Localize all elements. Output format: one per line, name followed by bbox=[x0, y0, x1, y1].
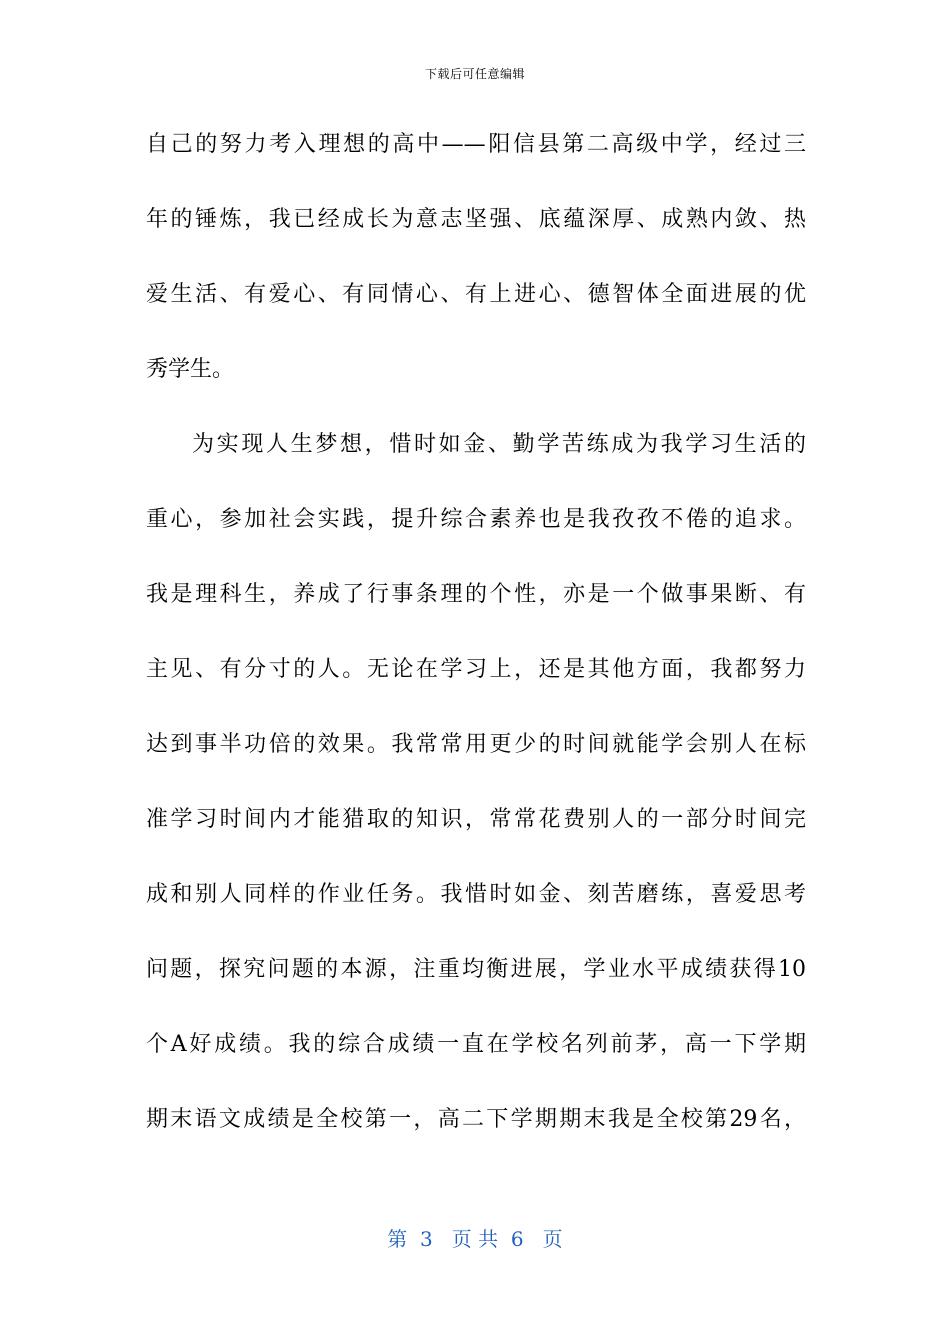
body-text-line: 爱生活、有爱心、有同情心、有上进心、德智体全面进展的优 bbox=[146, 282, 806, 307]
body-text-line: 达到事半功倍的效果。我常常用更少的时间就能学会别人在标 bbox=[146, 732, 806, 757]
paragraph-first-line: 为实现人生梦想，惜时如金、勤学苦练成为我学习生活的 bbox=[192, 432, 806, 457]
body-text-line: 主见、有分寸的人。无论在学习上，还是其他方面，我都努力 bbox=[146, 657, 806, 682]
body-text-line: 成和别人同样的作业任务。我惜时如金、刻苦磨练，喜爱思考 bbox=[146, 882, 806, 907]
body-text-line: 问题，探究问题的本源，注重均衡进展，学业水平成绩获得10 bbox=[146, 957, 806, 982]
body-text-line: 我是理科生，养成了行事条理的个性，亦是一个做事果断、有 bbox=[146, 582, 806, 607]
body-text-line: 准学习时间内才能猎取的知识，常常花费别人的一部分时间完 bbox=[146, 807, 806, 832]
body-text-line: 年的锤炼，我已经成长为意志坚强、底蕴深厚、成熟内敛、热 bbox=[146, 207, 806, 232]
page-number-footer: 第 3 页 共 6 页 bbox=[387, 1227, 563, 1251]
body-text-line: 秀学生。 bbox=[146, 357, 235, 382]
body-text-line: 重心，参加社会实践，提升综合素养也是我孜孜不倦的追求。 bbox=[146, 507, 806, 532]
body-text-line: 个A好成绩。我的综合成绩一直在学校名列前茅，高一下学期 bbox=[146, 1032, 806, 1057]
body-text-line: 自己的努力考入理想的高中——阳信县第二高级中学，经过三 bbox=[146, 132, 806, 157]
body-text-line: 期末语文成绩是全校第一，高二下学期期末我是全校第29名， bbox=[146, 1107, 806, 1132]
page-header: 下载后可任意编辑 bbox=[424, 67, 525, 81]
